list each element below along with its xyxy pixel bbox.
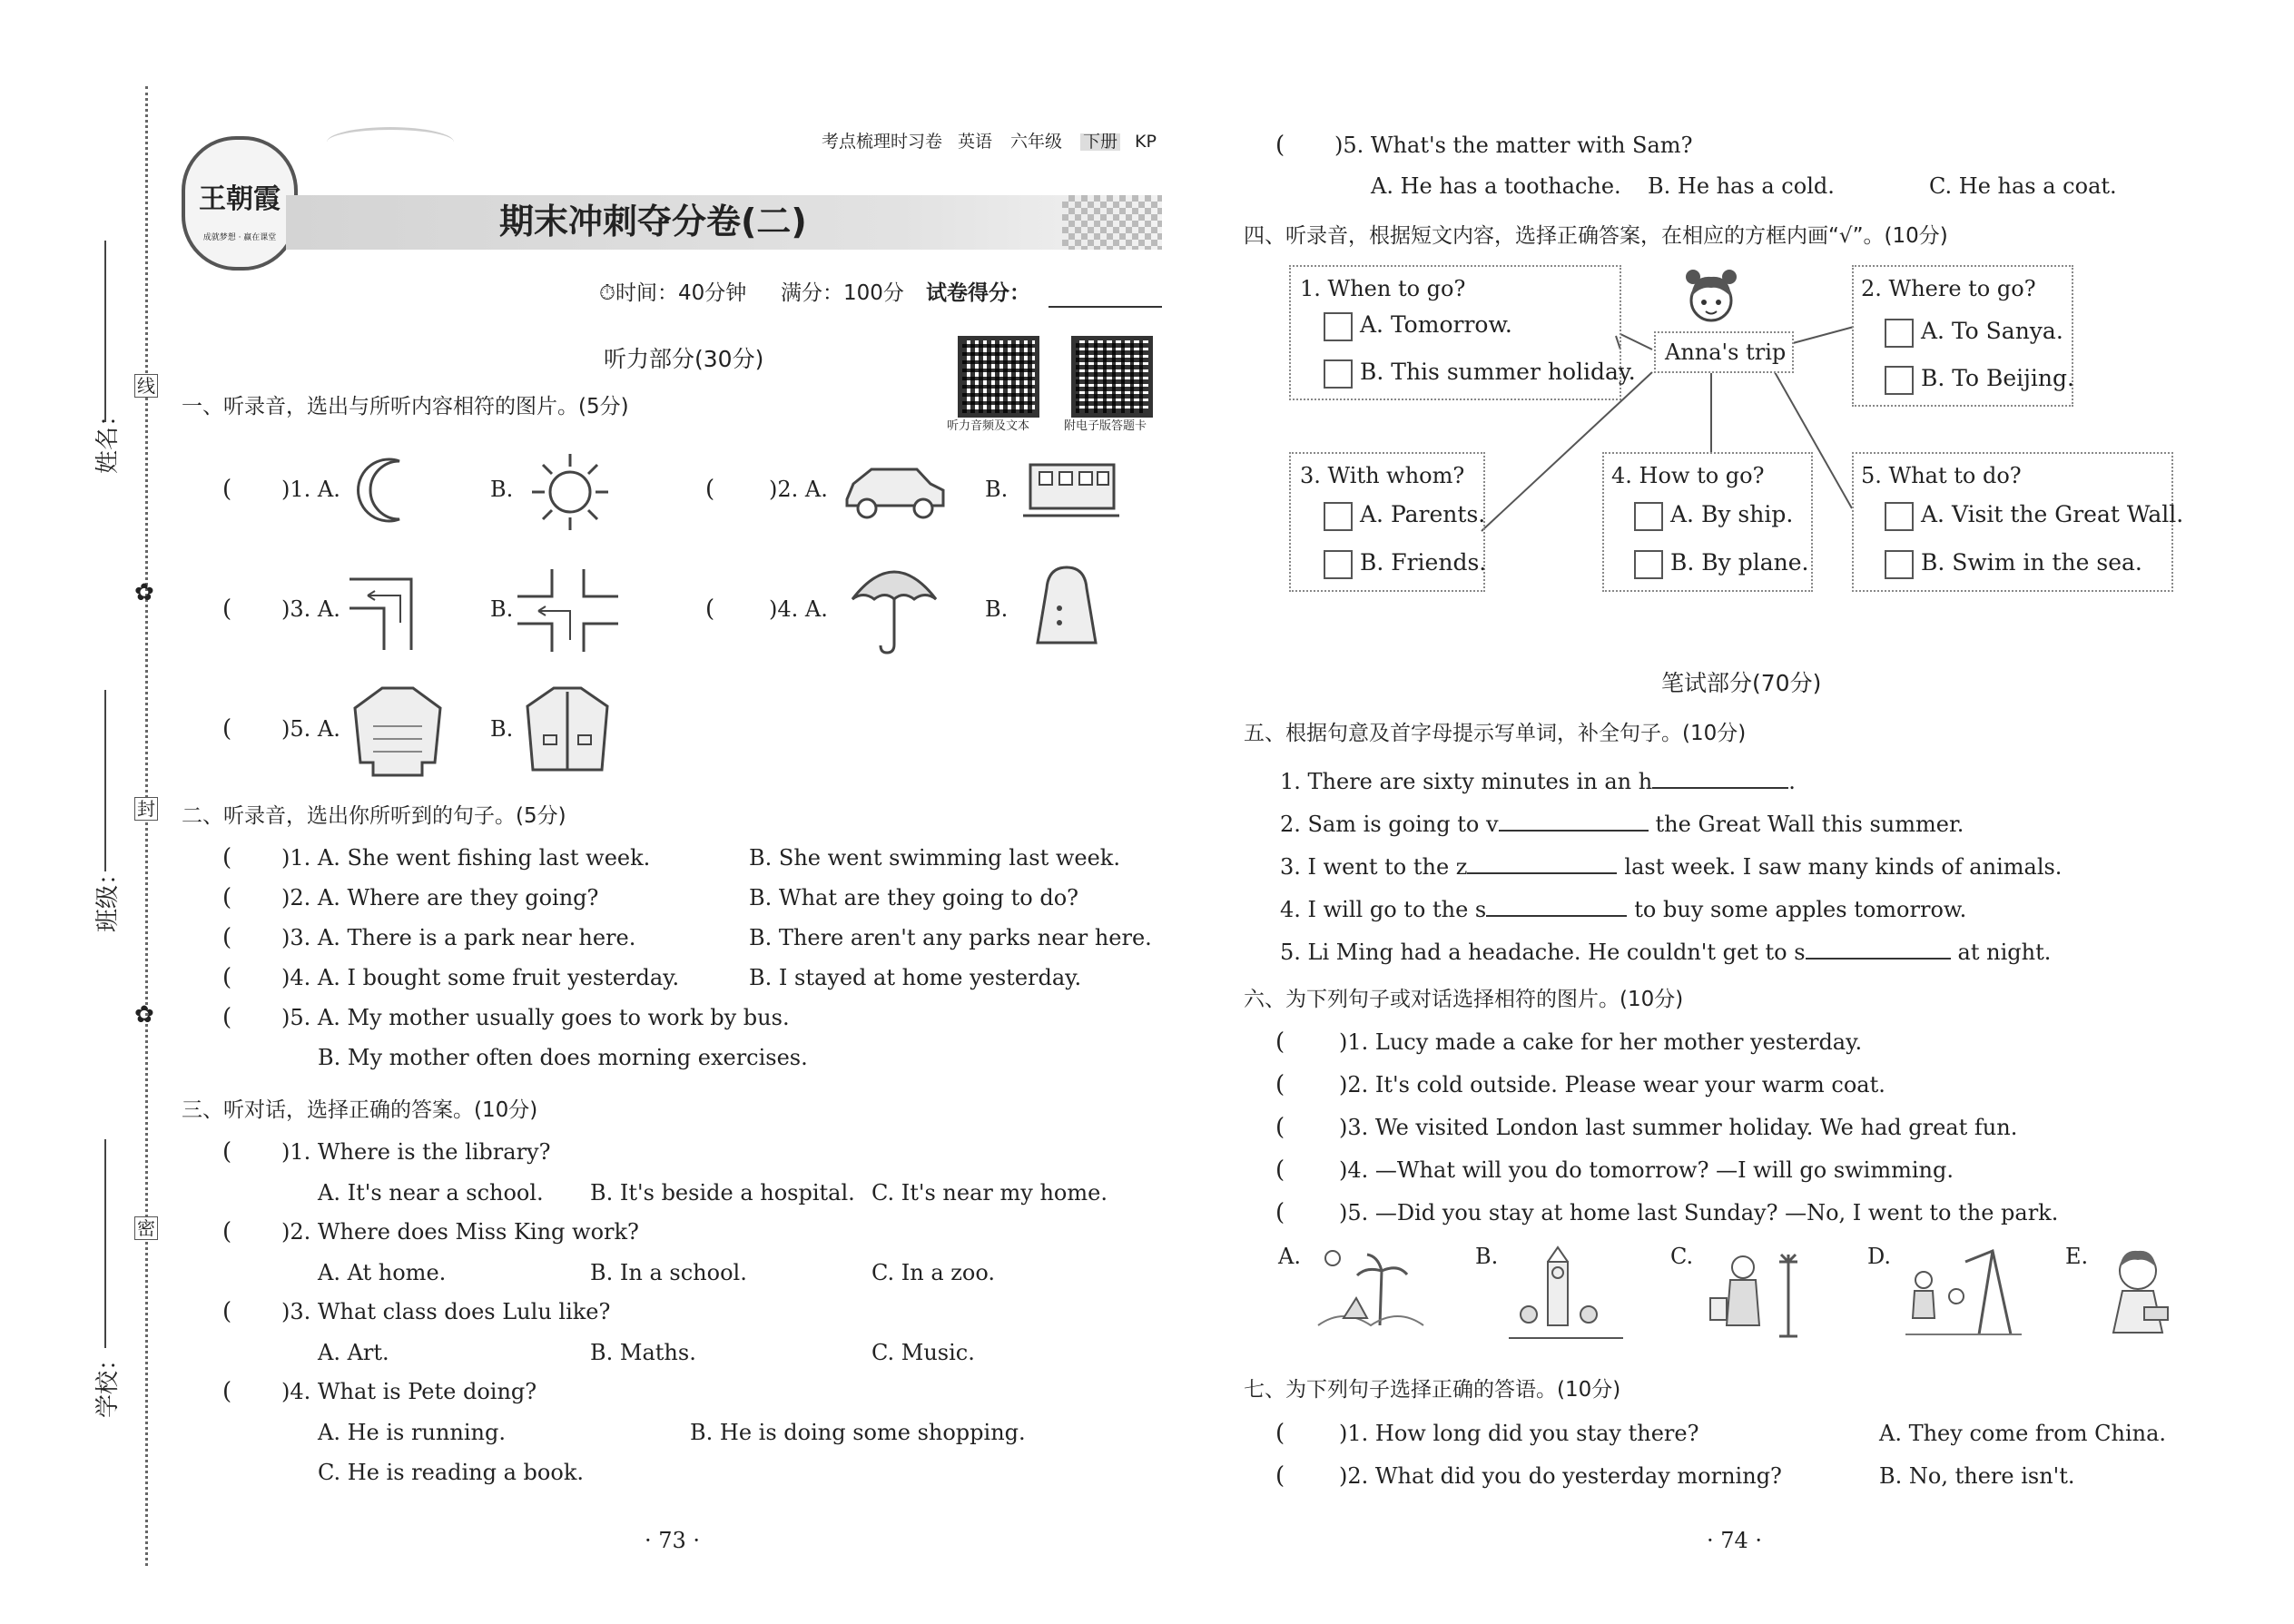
option-b: B. Maths.: [590, 1340, 696, 1365]
checkbox[interactable]: [1324, 502, 1353, 531]
answer-bracket[interactable]: (: [222, 595, 232, 623]
box-question: 3. With whom?: [1300, 463, 1465, 488]
checkbox[interactable]: [1634, 550, 1663, 579]
checkbox-option[interactable]: [1634, 501, 1793, 531]
sentence-start: 1. There are sixty minutes in an h: [1280, 769, 1653, 794]
option-c: C. Music.: [871, 1340, 975, 1365]
option-a: A. He is running.: [318, 1420, 506, 1445]
option-c: C. He is reading a book.: [318, 1460, 584, 1485]
answer-bracket[interactable]: (: [222, 715, 232, 743]
part1-title: 一、听录音，选出与所听内容相符的图片。(5分): [182, 395, 629, 418]
sentence-end: last week. I saw many kinds of animals.: [1624, 854, 2063, 880]
checkbox-option[interactable]: [1885, 318, 2063, 348]
option-text: B. I stayed at home yesterday.: [749, 965, 1082, 990]
option-text: A. Tomorrow.: [1360, 311, 1512, 338]
option-label: B.: [490, 477, 514, 502]
answer-bracket[interactable]: (: [705, 476, 715, 503]
question-text: )3. We visited London last summer holiday. We had great fun.: [1339, 1115, 2018, 1140]
blank-input[interactable]: [1486, 895, 1627, 917]
option-b: B. He has a cold.: [1648, 173, 1835, 199]
question-text: )5. What's the matter with Sam?: [1334, 133, 1693, 158]
question-text: )4. A. I bought some fruit yesterday.: [281, 965, 680, 990]
option-label: )3. A.: [281, 596, 340, 622]
fill-sentence: [1280, 938, 2051, 963]
question-text: )3. What class does Lulu like?: [281, 1299, 611, 1324]
answer-bracket[interactable]: (: [1275, 1199, 1285, 1226]
question-text: )4. What is Pete doing?: [281, 1379, 537, 1404]
seal-char-xian: 线: [134, 374, 158, 398]
option-text: B. What are they going to do?: [749, 885, 1079, 910]
option-label: )2. A.: [769, 477, 828, 502]
checkbox-option[interactable]: [1324, 359, 1636, 389]
question-text: )3. A. There is a park near here.: [281, 925, 636, 950]
option-c: C. In a zoo.: [871, 1260, 996, 1285]
picture-letter: A.: [1278, 1244, 1301, 1269]
answer-bracket[interactable]: (: [705, 595, 715, 623]
girl-with-cake-picture-icon: [2097, 1242, 2179, 1343]
answer-bracket[interactable]: (: [222, 1218, 232, 1245]
center-label: Anna's trip: [1665, 340, 1787, 365]
sentence-end: the Great Wall this summer.: [1655, 812, 1964, 837]
part3-title: 三、听对话，选择正确的答案。(10分): [182, 1098, 538, 1122]
option-a: A. At home.: [318, 1260, 447, 1285]
seal-char-mi: 密: [134, 1216, 158, 1240]
part6-title: 六、为下列句子或对话选择相符的图片。(10分): [1244, 988, 1684, 1011]
option-label: B.: [985, 596, 1009, 622]
box-question: 4. How to go?: [1611, 463, 1765, 488]
picture-letter: E.: [2065, 1244, 2089, 1269]
answer-bracket[interactable]: (: [222, 476, 232, 503]
playground-picture-icon: [1902, 1244, 2024, 1343]
option-text: B. My mother often does morning exercises.: [318, 1045, 808, 1070]
seal-icon: ✿: [134, 1001, 154, 1029]
sentence-start: 3. I went to the z: [1280, 854, 1468, 880]
blank-input[interactable]: [1499, 810, 1649, 832]
option-b: B. It's beside a hospital.: [590, 1180, 855, 1206]
checkbox-option[interactable]: [1324, 549, 1486, 579]
checkbox[interactable]: [1324, 312, 1353, 341]
checkbox-option[interactable]: [1885, 365, 2074, 395]
question-text: )2. What did you do yesterday morning?: [1339, 1463, 1782, 1489]
box-question: 5. What to do?: [1861, 463, 2022, 488]
answer-bracket[interactable]: (: [1275, 1071, 1285, 1098]
part4-title: 四、听录音，根据短文内容，选择正确答案，在相应的方框内画“√”。(10分): [1244, 224, 1948, 248]
checkbox[interactable]: [1885, 366, 1914, 395]
seal-icon: ✿: [134, 579, 154, 606]
part5-title: 五、根据句意及首字母提示写单词，补全句子。(10分): [1244, 722, 1747, 745]
answer-bracket[interactable]: (: [222, 1138, 232, 1166]
option-a: A. It's near a school.: [318, 1180, 544, 1206]
page-number-right: · 74 ·: [1707, 1528, 1763, 1553]
exam-time: ⏱时间：40分钟: [599, 281, 747, 305]
question-text: )1. Where is the library?: [281, 1139, 551, 1165]
blank-input[interactable]: [1467, 852, 1617, 874]
logo-text: 王朝霞: [199, 183, 281, 215]
option-a: A. He has a toothache.: [1371, 173, 1621, 199]
question-text: )4. —What will you do tomorrow? —I will go swimming.: [1339, 1157, 1954, 1183]
qr-label-audio: 听力音频及文本: [947, 419, 1030, 433]
picture-letter: B.: [1475, 1244, 1499, 1269]
answer-option: A. They come from China.: [1879, 1421, 2167, 1446]
checkbox-option[interactable]: [1885, 549, 2142, 579]
answer-bracket[interactable]: (: [1275, 1114, 1285, 1141]
box-question: 1. When to go?: [1300, 276, 1466, 301]
option-text: B. There aren't any parks near here.: [749, 925, 1152, 950]
checkbox-option[interactable]: [1324, 501, 1485, 531]
sentence-start: 4. I will go to the s: [1280, 897, 1487, 922]
exam-full-marks: 满分：100分: [781, 281, 904, 305]
option-text: A. By ship.: [1670, 501, 1794, 527]
option-text: B. Friends.: [1360, 549, 1487, 576]
beach-picture-icon: [1316, 1244, 1425, 1339]
answer-option: B. No, there isn't.: [1879, 1463, 2075, 1489]
sentence-end: .: [1788, 769, 1796, 794]
picture-letter: D.: [1867, 1244, 1892, 1269]
checkbox[interactable]: [1324, 550, 1353, 579]
question-text: )2. Where does Miss King work?: [281, 1219, 639, 1245]
question-text: )1. A. She went fishing last week.: [281, 845, 651, 871]
option-label: B.: [490, 716, 514, 742]
option-a: A. Art.: [318, 1340, 389, 1365]
option-label: B.: [490, 596, 514, 622]
option-b: B. In a school.: [590, 1260, 747, 1285]
sentence-start: 2. Sam is going to v: [1280, 812, 1499, 837]
question-text: )1. How long did you stay there?: [1339, 1421, 1699, 1446]
coat-rack-picture-icon: [1707, 1244, 1816, 1343]
fill-sentence: [1280, 810, 1964, 835]
part2-title: 二、听录音，选出你所听到的句子。(5分): [182, 804, 566, 828]
option-text: A. Parents.: [1360, 501, 1486, 527]
sweater-icon: [348, 681, 448, 781]
option-label: )5. A.: [281, 716, 340, 742]
checkbox[interactable]: [1324, 359, 1353, 389]
question-text: )1. Lucy made a cake for her mother yesterday.: [1339, 1029, 1863, 1055]
qr-label-answer: 附电子版答题卡: [1064, 419, 1147, 433]
option-text: A. Visit the Great Wall.: [1921, 501, 2184, 527]
question-text: )5. —Did you stay at home last Sunday? —No, I went to the park.: [1339, 1200, 2059, 1225]
sentence-end: at night.: [1957, 940, 2052, 965]
answer-bracket[interactable]: (: [222, 924, 232, 951]
checkbox[interactable]: [1885, 550, 1914, 579]
answer-bracket[interactable]: (: [222, 1298, 232, 1325]
listening-title: 听力部分(30分): [604, 346, 764, 372]
question-text: )2. It's cold outside. Please wear your warm coat.: [1339, 1072, 1885, 1097]
written-title: 笔试部分(70分): [1661, 670, 1822, 696]
school-line[interactable]: [104, 1139, 106, 1348]
option-text: B. This summer holiday.: [1360, 359, 1636, 385]
answer-bracket[interactable]: (: [1275, 1156, 1285, 1184]
name-label: 姓名：: [94, 402, 123, 475]
checkbox[interactable]: [1634, 502, 1663, 531]
header-grade: 六年级: [1010, 132, 1063, 152]
london-picture-icon: [1507, 1244, 1625, 1343]
option-text: B. Swim in the sea.: [1921, 549, 2142, 576]
checkbox-option[interactable]: [1634, 549, 1808, 579]
mindmap-center: [1654, 331, 1794, 373]
option-text: B. To Beijing.: [1921, 365, 2074, 391]
seal-char-feng: 封: [134, 797, 158, 821]
box-question: 2. Where to go?: [1861, 276, 2036, 301]
option-text: B. She went swimming last week.: [749, 845, 1120, 871]
class-line[interactable]: [104, 690, 106, 871]
header-volume: 下册: [1080, 133, 1120, 151]
page-number-left: · 73 ·: [645, 1528, 701, 1553]
answer-bracket[interactable]: (: [1275, 1462, 1285, 1490]
blank-input[interactable]: [1652, 767, 1788, 789]
checkbox-option[interactable]: [1885, 501, 2183, 531]
exam-score-label: 试卷得分：: [926, 281, 1030, 305]
option-text: B. By plane.: [1670, 549, 1809, 576]
fill-sentence: [1280, 767, 1796, 792]
option-label: B.: [985, 477, 1009, 502]
picture-letter: C.: [1670, 1244, 1694, 1269]
option-label: )4. A.: [769, 596, 828, 622]
answer-bracket[interactable]: (: [222, 844, 232, 871]
header-series: 考点梳理时习卷: [822, 132, 943, 152]
checkbox[interactable]: [1885, 502, 1914, 531]
question-text: )5. A. My mother usually goes to work by bus.: [281, 1005, 790, 1030]
checkbox-option[interactable]: [1324, 311, 1512, 341]
header-subject: 英语: [958, 132, 993, 152]
header-edition: KP: [1135, 132, 1157, 152]
part7-title: 七、为下列句子选择正确的答语。(10分): [1244, 1378, 1621, 1402]
option-c: C. He has a coat.: [1929, 173, 2117, 199]
girl-avatar: [1684, 268, 1738, 327]
option-c: C. It's near my home.: [871, 1180, 1108, 1206]
page-title: 期末冲刺夺分卷(二): [499, 202, 807, 241]
answer-bracket[interactable]: (: [1275, 1420, 1285, 1447]
question-text: )2. A. Where are they going?: [281, 885, 599, 910]
sentence-start: 5. Li Ming had a headache. He couldn't get to s: [1280, 940, 1806, 965]
answer-bracket[interactable]: (: [222, 964, 232, 991]
answer-bracket[interactable]: (: [1275, 1029, 1285, 1056]
checkbox[interactable]: [1885, 319, 1914, 348]
jacket-icon: [522, 683, 613, 781]
answer-bracket[interactable]: (: [222, 884, 232, 911]
fill-sentence: [1280, 852, 2062, 878]
school-label: 学校：: [94, 1346, 123, 1419]
blank-input[interactable]: [1806, 938, 1951, 960]
answer-bracket[interactable]: (: [222, 1378, 232, 1405]
answer-bracket[interactable]: (: [222, 1004, 232, 1031]
option-text: A. To Sanya.: [1921, 318, 2063, 344]
sentence-end: to buy some apples tomorrow.: [1634, 897, 1967, 922]
fill-sentence: [1280, 895, 1966, 920]
answer-bracket[interactable]: (: [1275, 132, 1285, 159]
option-label: )1. A.: [281, 477, 340, 502]
class-label: 班级：: [94, 861, 123, 933]
logo-motto: 成就梦想 · 赢在课堂: [202, 233, 277, 242]
option-b: B. He is doing some shopping.: [690, 1420, 1026, 1445]
